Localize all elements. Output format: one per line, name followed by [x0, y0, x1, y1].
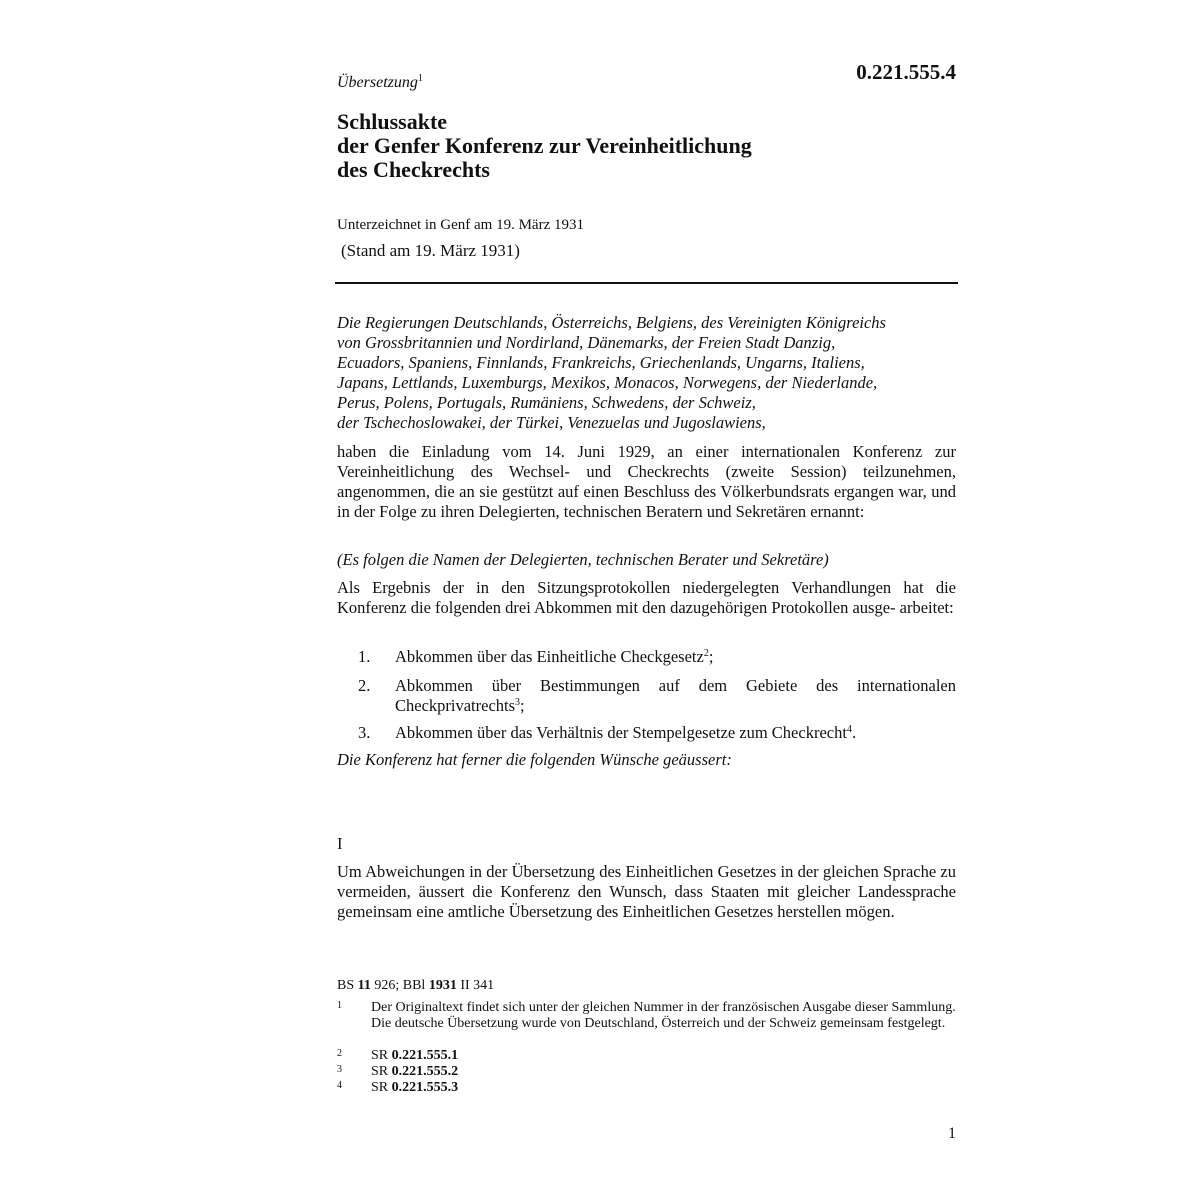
status-date: (Stand am 19. März 1931): [341, 241, 520, 260]
preamble-line: von Grossbritannien und Nordirland, Dänemarks, der Freien Stadt Danzig,: [337, 333, 836, 352]
sr-number: 0.221.555.4: [856, 60, 956, 84]
section-number: I: [337, 834, 343, 853]
list-number: 1.: [358, 647, 371, 666]
preamble-line: Perus, Polens, Portugals, Rumäniens, Schwedens, der Schweiz,: [337, 393, 756, 412]
preamble: [337, 313, 956, 433]
list-text: Abkommen über das Verhältnis der Stempelgesetze zum Checkrecht$^4$.: [395, 723, 857, 742]
paragraph: haben die Einladung vom 14. Juni 1929, an einer internationalen Konferenz zur Vereinheitlichung des Wechsel- und Checkrechts (zweite Session) teilzunehmen, angenommen, die an sie gestützt auf einen Beschluss des Völkerbundsrats ergangen war, und in der Folge zu ihren Delegierten, technischen Beratern und Sekretären ernannt:: [337, 442, 956, 521]
header-divider: [335, 282, 958, 284]
footnote-number: 2: [337, 1048, 342, 1059]
footnote-ref-3[interactable]: 3: [515, 697, 521, 708]
footnote-text: Der Originaltext findet sich unter der gleichen Nummer in der französischen Ausgabe dieser Sammlung. Die deutsche Übersetzung wurde von Deutschland, Österreich und der Schweiz gemeinsam festgelegt.: [371, 1000, 956, 1031]
source-reference: BS 11 926; BBl 1931 II 341: [337, 978, 495, 993]
title-line: der Genfer Konferenz zur Vereinheitlichung: [337, 133, 752, 158]
footnote-number: 1: [337, 1000, 342, 1011]
preamble-line: Die Regierungen Deutschlands, Österreichs, Belgiens, des Vereinigten Königreichs: [337, 313, 886, 332]
page-title: [337, 110, 752, 182]
preamble-line: der Tschechoslowakei, der Türkei, Venezuelas und Jugoslawiens,: [337, 413, 766, 432]
title-line: des Checkrechts: [337, 157, 490, 182]
sr-link[interactable]: 0.221.555.3: [391, 1080, 459, 1095]
footnote-text: SR 0.221.555.1: [371, 1048, 459, 1063]
preamble-line: Ecuadors, Spaniens, Finnlands, Frankreichs, Griechenlands, Ungarns, Italiens,: [337, 353, 865, 372]
list-number: 2.: [358, 676, 371, 695]
preamble-line: Japans, Lettlands, Luxemburgs, Mexikos, Monacos, Norwegens, der Niederlande,: [337, 373, 878, 392]
wishes-intro: Die Konferenz hat ferner die folgenden Wünsche geäussert:: [337, 750, 732, 769]
page-number: 1: [948, 1125, 956, 1142]
footnote-number: 3: [337, 1064, 342, 1075]
editorial-note: (Es folgen die Namen der Delegierten, technischen Berater und Sekretäre): [337, 550, 829, 569]
list-text: Abkommen über das Einheitliche Checkgesetz$^2$;: [395, 647, 714, 666]
footnote-ref-1[interactable]: 1: [417, 73, 423, 84]
title-line: Schlussakte: [337, 109, 448, 134]
sr-link[interactable]: 0.221.555.2: [391, 1064, 459, 1079]
paragraph: Als Ergebnis der in den Sitzungsprotokollen niedergelegten Verhandlungen hat die Konferenz die folgenden drei Abkommen mit den dazugehörigen Protokollen ausge- arbeitet:: [337, 578, 956, 617]
footnote-text: SR 0.221.555.3: [371, 1080, 459, 1095]
translation-label: Übersetzung$^1$: [337, 73, 423, 91]
list-number: 3.: [358, 723, 371, 742]
sr-link[interactable]: 0.221.555.1: [391, 1048, 459, 1063]
footnote-ref-2[interactable]: 2: [703, 648, 709, 659]
signing-date: Unterzeichnet in Genf am 19. März 1931: [337, 217, 584, 233]
footnote-text: SR 0.221.555.2: [371, 1064, 459, 1079]
list-text: Abkommen über Bestimmungen auf dem Gebiete des internationalen Checkprivatrechts$^3$;: [395, 676, 956, 715]
paragraph: Um Abweichungen in der Übersetzung des Einheitlichen Gesetzes in der gleichen Sprache zu vermeiden, äussert die Konferenz den Wunsch, dass Staaten mit gleicher Landessprache gemeinsam eine amtliche Übersetzung des Einheitlichen Gesetzes herstellen mögen.: [337, 862, 956, 921]
footnote-ref-4[interactable]: 4: [846, 724, 852, 735]
footnote-number: 4: [337, 1080, 342, 1091]
